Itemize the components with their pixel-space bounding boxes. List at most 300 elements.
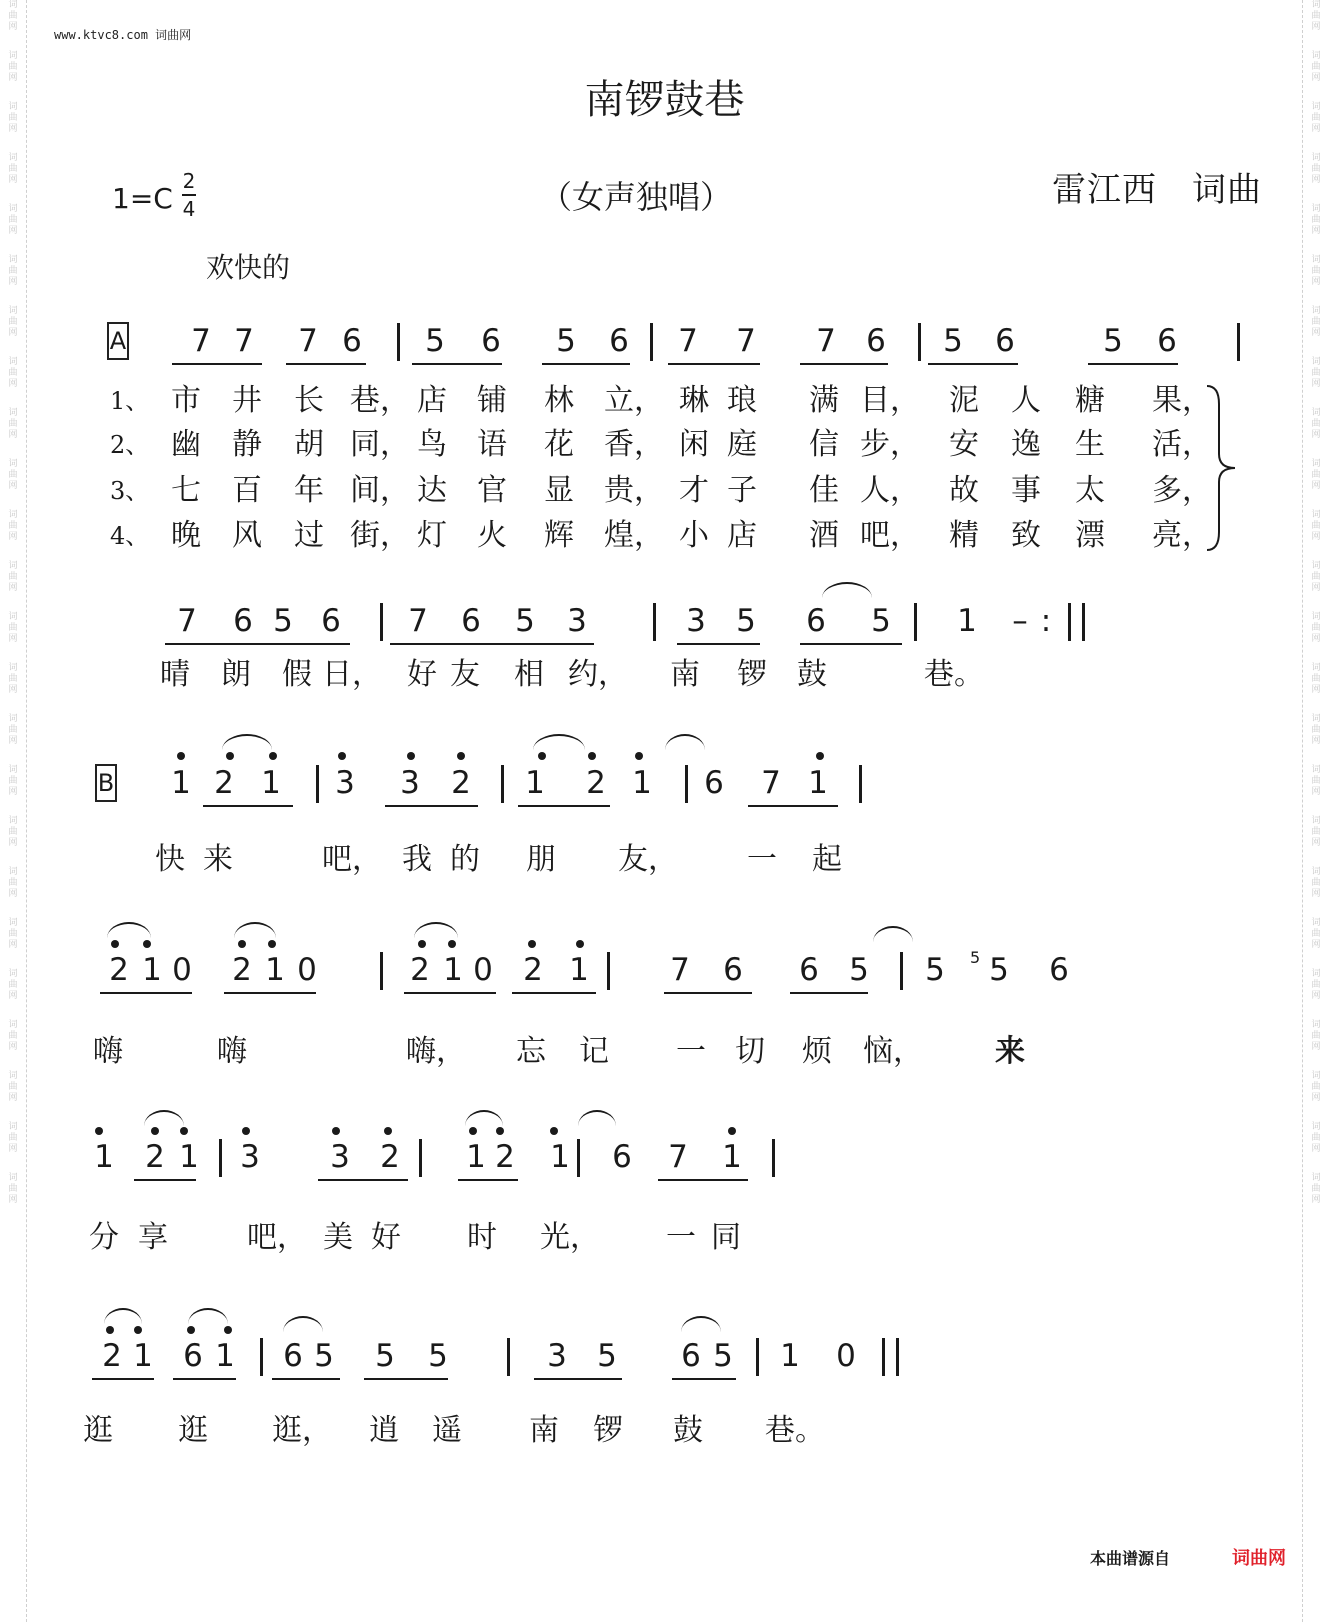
lyric: 恼， [863,1034,923,1069]
lyric: 逛， [272,1413,332,1448]
verse-lyric: 灯 [417,518,447,553]
octave-dot [106,1326,114,1334]
octave-dot [635,752,643,760]
note: 6 [866,323,886,359]
lyric: 享 [138,1220,168,1255]
octave-dot [496,1127,504,1135]
slur [107,922,151,938]
verse-lyric: 间， [350,473,410,508]
watermark-text: 词曲网 [1311,510,1321,542]
lyric: 南 [529,1413,559,1448]
right-watermark-strip [1302,0,1329,1622]
note: 7 [736,323,756,359]
watermark-text: 词曲网 [8,459,18,491]
watermark-text: 词曲网 [1311,357,1321,389]
note: 1 [722,1139,742,1175]
beat-underline [173,1378,236,1380]
slur [283,1316,323,1332]
watermark-text: 词曲网 [1311,51,1321,83]
verse-lyric: 巷， [350,383,410,418]
verse-lyric: 花 [544,427,574,462]
watermark-text: 词曲网 [8,51,18,83]
double-barline [1068,603,1071,641]
verse-lyric: 琳 [679,383,709,418]
barline [859,765,862,803]
slur [222,734,272,750]
barline [507,1338,510,1376]
grace-note: 5 [970,948,981,967]
watermark-text: 词曲网 [1311,0,1321,32]
slur [822,582,872,598]
verse-lyric: 静 [232,427,262,462]
beat-underline [664,992,752,994]
octave-dot [242,1127,250,1135]
note: 0 [172,952,192,988]
verse-lyric: 鸟 [417,427,447,462]
note: 3 [547,1338,567,1374]
note: 5 [989,952,1009,988]
note: 1 [179,1139,199,1175]
beat-underline [165,643,350,645]
octave-dot [384,1127,392,1135]
note: 3 [686,603,706,639]
slur [681,1316,721,1332]
lyric: 时 [467,1220,497,1255]
note: 1 [569,952,589,988]
note: 5 [871,603,891,639]
verse-number: 2、 [110,431,150,459]
lyric: 来 [203,842,233,877]
note: 1 [265,952,285,988]
beat-underline [800,643,902,645]
note: 3 [567,603,587,639]
beat-underline [318,1179,408,1181]
lyric: 鼓 [673,1413,703,1448]
beat-underline [92,1378,154,1380]
verse-lyric: 事 [1011,473,1041,508]
lyric: 光， [540,1220,600,1255]
slur [665,734,705,750]
beat-underline [1088,363,1178,365]
verse-lyric: 酒 [809,518,839,553]
slur [533,734,585,750]
verse-number: 1、 [110,387,150,415]
beat-underline [458,1179,518,1181]
verse-lyric: 幽 [171,427,201,462]
lyric: 同 [711,1220,741,1255]
verse-lyric: 长 [294,383,324,418]
verse-lyric: 井 [232,383,262,418]
note: 1 [94,1139,114,1175]
note: 2 [102,1338,122,1374]
octave-dot [538,752,546,760]
verse-lyric: 同， [350,427,410,462]
beat-underline [658,1179,748,1181]
beat-underline [272,1378,340,1380]
slur [144,1110,184,1126]
watermark-text: 词曲网 [1311,1071,1321,1103]
verse-lyric: 太 [1075,473,1105,508]
note: 6 [681,1338,701,1374]
lyric: 切 [735,1034,765,1069]
watermark-text: 词曲网 [1311,153,1321,185]
octave-dot [224,1326,232,1334]
note: 5 [375,1338,395,1374]
double-barline [882,1338,885,1376]
barline [397,323,400,361]
note: 5 [428,1338,448,1374]
note: 7 [761,765,781,801]
lyric: 逍 [369,1413,399,1448]
lyric: 嗨 [217,1034,247,1069]
beat-underline [672,1378,736,1380]
lyric: 的 [450,842,480,877]
lyric: 巷。 [765,1413,825,1448]
note: 6 [799,952,819,988]
verse-lyric: 糖 [1075,383,1105,418]
note: 6 [342,323,362,359]
lyric: 友， [618,842,678,877]
verse-lyric: 安 [949,427,979,462]
watermark-text: 词曲网 [1311,102,1321,134]
note: 2 [451,765,471,801]
barline [685,765,688,803]
watermark-text: 词曲网 [8,918,18,950]
barline [1237,323,1240,361]
watermark-text: 词曲网 [8,1122,18,1154]
note: 5 [713,1338,733,1374]
watermark-text: 词曲网 [8,357,18,389]
beat-underline [134,1179,196,1181]
beat-underline [534,1378,622,1380]
note: 1 [808,765,828,801]
note: 2 [145,1139,165,1175]
octave-dot [576,940,584,948]
note: 5 [736,603,756,639]
verse-lyric: 多， [1152,473,1212,508]
verse-number: 4、 [110,522,150,550]
note: 5 [273,603,293,639]
watermark-text: 词曲网 [8,1173,18,1205]
beat-underline [800,363,888,365]
lyric: 吧， [322,842,382,877]
watermark-text: 词曲网 [8,1071,18,1103]
beat-underline [224,992,316,994]
lyric: 好 [371,1220,401,1255]
watermark-text: 词曲网 [1311,867,1321,899]
verse-lyric: 店 [727,518,757,553]
watermark-text: 词曲网 [1311,1020,1321,1052]
beat-underline [928,363,1018,365]
octave-dot [338,752,346,760]
lyric: 朋 [526,842,556,877]
barline [756,1338,759,1376]
song-subtitle: （女声独唱） [540,178,733,216]
verse-lyric: 胡 [294,427,324,462]
beat-underline [100,992,192,994]
barline [607,952,610,990]
verse-lyric: 火 [477,518,507,553]
watermark-text: 词曲网 [8,510,18,542]
note: 1 [780,1338,800,1374]
verse-lyric: 辉 [544,518,574,553]
note: 6 [995,323,1015,359]
lyric: 相 [514,657,544,692]
verse-lyric: 信 [809,427,839,462]
watermark-text: 词曲网 [8,816,18,848]
note: 7 [177,603,197,639]
lyric: 来 [995,1034,1025,1069]
note: 5 [925,952,945,988]
verse-lyric: 泥 [949,383,979,418]
beat-underline [748,805,838,807]
verse-lyric: 果， [1152,383,1212,418]
note: 7 [670,952,690,988]
watermark-text: 词曲网 [1311,663,1321,695]
note: 3 [330,1139,350,1175]
octave-dot [143,940,151,948]
beat-underline [172,363,262,365]
note: 6 [704,765,724,801]
lyric: 快 [155,842,185,877]
left-watermark-strip [0,0,27,1622]
note: 6 [481,323,501,359]
lyric: 忘 [516,1034,546,1069]
site-url[interactable]: www.ktvc8.com 词曲网 [54,28,192,42]
lyric: 锣 [593,1413,623,1448]
watermark-text: 词曲网 [8,561,18,593]
octave-dot [111,940,119,948]
note: 0 [836,1338,856,1374]
note: 2 [495,1139,515,1175]
watermark-text: 词曲网 [8,0,18,32]
verse-lyric: 林 [544,383,574,418]
watermark-text: 词曲网 [1311,459,1321,491]
note: 1 [133,1338,153,1374]
verse-lyric: 显 [544,473,574,508]
repeat-colon: : [1040,603,1052,639]
octave-dot [95,1127,103,1135]
octave-dot [151,1127,159,1135]
watermark-text: 词曲网 [1311,1122,1321,1154]
slur [104,1308,142,1324]
verse-lyric: 人 [1011,383,1041,418]
octave-dot [187,1326,195,1334]
verse-lyric: 活， [1152,427,1212,462]
lyric: 美 [323,1220,353,1255]
verse-lyric: 官 [477,473,507,508]
note: 1 [957,603,977,639]
octave-dot [816,752,824,760]
lyric: 烦 [802,1034,832,1069]
beat-underline [790,992,868,994]
verse-lyric: 漂 [1075,518,1105,553]
watermark-text: 词曲网 [1311,714,1321,746]
note: 1 [632,765,652,801]
verse-lyric: 目， [860,383,920,418]
octave-dot [180,1127,188,1135]
verse-lyric: 风 [232,518,262,553]
watermark-text: 词曲网 [8,612,18,644]
verse-lyric: 吧， [860,518,920,553]
barline [914,603,917,641]
lyric: 遥 [432,1413,462,1448]
verse-lyric: 致 [1011,518,1041,553]
note: 6 [723,952,743,988]
lyric: 我 [402,842,432,877]
lyric: 起 [812,842,842,877]
beat-underline [512,992,596,994]
verse-lyric: 过 [294,518,324,553]
note: 5 [314,1338,334,1374]
barline [260,1338,263,1376]
octave-dot [226,752,234,760]
tempo-marking: 欢快的 [206,251,291,284]
lyric: 吧， [247,1220,307,1255]
verse-lyric: 步， [860,427,920,462]
note: 5 [597,1338,617,1374]
note: 5 [849,952,869,988]
slur [465,1110,503,1126]
note: 5 [515,603,535,639]
verse-lyric: 子 [727,473,757,508]
verse-lyric: 市 [171,383,201,418]
verse-lyric: 满 [809,383,839,418]
note: 7 [408,603,428,639]
lyric: 一 [666,1220,696,1255]
barline [219,1139,222,1177]
watermark-text: 词曲网 [1311,969,1321,1001]
note: 7 [678,323,698,359]
verse-lyric: 贵， [604,473,664,508]
sustain-dash: – [1012,603,1028,639]
watermark-text: 词曲网 [1311,612,1321,644]
octave-dot [588,752,596,760]
verse-lyric: 晚 [171,518,201,553]
verse-lyric: 铺 [477,383,507,418]
note: 1 [171,765,191,801]
verse-lyric: 店 [417,383,447,418]
watermark-text: 词曲网 [8,969,18,1001]
verse-lyric: 亮， [1152,518,1212,553]
note: 6 [806,603,826,639]
verse-lyric: 庭 [727,427,757,462]
verse-lyric: 逸 [1011,427,1041,462]
note: 7 [816,323,836,359]
lyric: 分 [89,1220,119,1255]
beat-underline [203,805,293,807]
lyric: 日， [322,657,382,692]
barline [900,952,903,990]
note: 3 [400,765,420,801]
octave-dot [268,940,276,948]
beat-underline [286,363,366,365]
beat-underline [412,363,502,365]
verse-lyric: 立， [604,383,664,418]
watermark-text: 词曲网 [8,663,18,695]
lyric: 嗨， [406,1034,466,1069]
barline [380,603,383,641]
barline [419,1139,422,1177]
verse-lyric: 小 [679,518,709,553]
note: 2 [214,765,234,801]
beat-underline [668,363,760,365]
note: 2 [232,952,252,988]
lyric: 约， [568,657,628,692]
note: 6 [612,1139,632,1175]
barline [316,765,319,803]
watermark-text: 词曲网 [8,306,18,338]
verse-lyric: 琅 [727,383,757,418]
verse-lyric: 佳 [809,473,839,508]
footer-source: 本曲谱源自 [1090,1549,1171,1568]
note: 6 [283,1338,303,1374]
verse-lyric: 故 [949,473,979,508]
note: 6 [321,603,341,639]
verse-brace [1205,384,1239,552]
octave-dot [528,940,536,948]
double-barline [1082,603,1085,641]
double-barline [896,1338,899,1376]
octave-dot [448,940,456,948]
watermark-text: 词曲网 [1311,816,1321,848]
note: 5 [425,323,445,359]
verse-lyric: 生 [1075,427,1105,462]
time-signature-top: 2 [182,169,196,193]
watermark-text: 词曲网 [1311,306,1321,338]
lyric: 朗 [221,657,251,692]
lyric: 逛 [83,1413,113,1448]
note: 7 [191,323,211,359]
note: 7 [234,323,254,359]
verse-lyric: 七 [171,473,201,508]
note: 7 [298,323,318,359]
lyric: 嗨 [93,1034,123,1069]
octave-dot [269,752,277,760]
verse-lyric: 达 [417,473,447,508]
composer-credit: 雷江西 词曲 [1052,170,1262,210]
beat-underline [390,643,594,645]
watermark-text: 词曲网 [1311,918,1321,950]
verse-lyric: 精 [949,518,979,553]
octave-dot [469,1127,477,1135]
note: 1 [215,1338,235,1374]
lyric: 友 [450,657,480,692]
note: 6 [461,603,481,639]
watermark-text: 词曲网 [8,153,18,185]
beat-underline [404,992,496,994]
song-title: 南锣鼓巷 [584,77,745,123]
verse-number: 3、 [110,477,150,505]
slur [188,1308,228,1324]
note: 1 [550,1139,570,1175]
barline [772,1139,775,1177]
note: 1 [142,952,162,988]
watermark-text: 词曲网 [1311,561,1321,593]
octave-dot [332,1127,340,1135]
watermark-text: 词曲网 [8,204,18,236]
watermark-text: 词曲网 [8,1020,18,1052]
barline [577,1139,580,1177]
watermark-text: 词曲网 [8,255,18,287]
octave-dot [238,940,246,948]
note: 1 [466,1139,486,1175]
footer-logo[interactable]: 词曲网 [1232,1548,1286,1569]
beat-underline [542,363,630,365]
watermark-text: 词曲网 [1311,408,1321,440]
watermark-text: 词曲网 [8,765,18,797]
note: 6 [1157,323,1177,359]
